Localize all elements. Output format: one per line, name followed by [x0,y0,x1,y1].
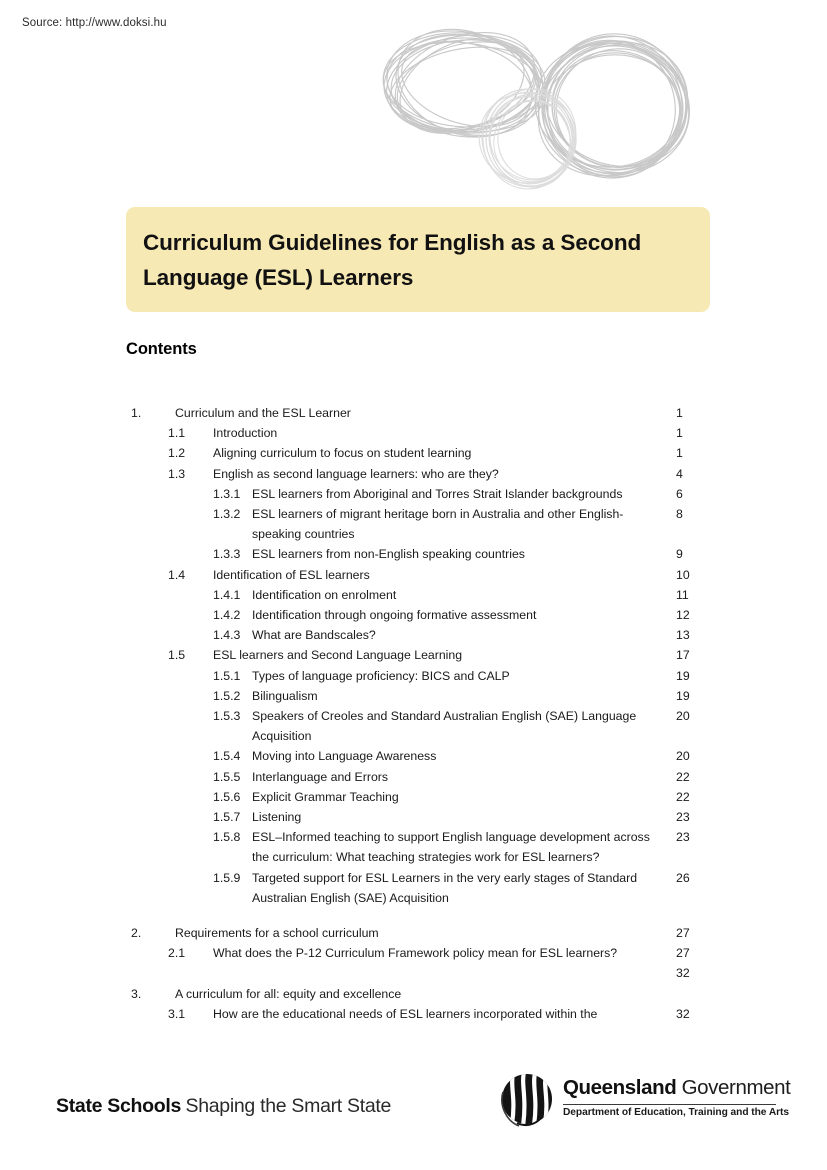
toc-entry[interactable] [126,484,710,504]
toc-entry-number: 1. [131,406,142,420]
toc-entry-number: 3. [131,986,142,1001]
toc-entry[interactable] [126,943,710,963]
document-title-line-2: Language (ESL) Learners [143,265,414,290]
toc-entry-label: ESL–Informed teaching to support English language development across the curriculum: What teaching strategies work for ESL learners? [252,830,650,865]
toc-entry-label: ESL learners from Aboriginal and Torres Strait Islander backgrounds [252,486,623,501]
toc-entry-page-number: 6 [676,486,683,501]
toc-entry[interactable] [126,746,710,766]
queensland-bold-text: Queensland [563,1076,677,1099]
toc-entry-label: What are Bandscales? [252,628,376,643]
toc-entry[interactable] [126,963,710,983]
toc-entry[interactable] [126,666,710,686]
toc-entry-page-number: 10 [676,567,690,582]
document-title-line-1: Curriculum Guidelines for English as a Second [143,230,642,255]
toc-entry-label: Listening [252,810,302,825]
title-banner [126,207,710,312]
toc-entry-label: Targeted support for ESL Learners in the very early stages of Standard Australian English (SAE) Acquisition [252,870,638,905]
toc-entry-number: 1.5.6 [213,789,241,804]
source-watermark: Source: http://www.doksi.hu [22,17,167,29]
toc-entry-label: Introduction [213,426,278,441]
toc-entry-number: 2. [131,926,142,941]
toc-entry-number: 1.3 [168,466,186,481]
toc-entry-number: 1.2 [168,446,186,461]
toc-entry-page-number: 22 [676,769,690,784]
toc-entry-number: 1.5.5 [213,769,241,784]
toc-entry-page-number: 1 [676,426,683,441]
queensland-emblem-icon [497,1072,559,1130]
toc-entry[interactable] [126,706,710,746]
toc-entry-label: What does the P-12 Curriculum Framework policy mean for ESL learners? [213,946,618,961]
toc-entry-number: 1.4.2 [213,608,241,623]
toc-entry[interactable] [126,625,710,645]
toc-entry-label: How are the educational needs of ESL learners incorporated within the [213,1006,598,1021]
toc-entry[interactable] [126,686,710,706]
toc-entry-number: 1.5.3 [213,709,241,724]
toc-entry-number: 3.1 [168,1006,186,1021]
toc-entry-label: English as second language learners: who are they? [213,466,499,481]
toc-entry-number: 1.3.1 [213,486,241,501]
toc-entry[interactable] [126,767,710,787]
queensland-government-logo [497,1072,791,1134]
toc-entry-number: 1.1 [168,426,186,441]
toc-entry-page-number: 23 [676,810,690,825]
toc-entry[interactable] [126,827,710,867]
queensland-wordmark [563,1076,790,1100]
table-of-contents [126,403,710,1024]
toc-entry-label: Identification through ongoing formative assessment [252,608,537,623]
toc-entry-page-number: 20 [676,709,690,724]
toc-entry[interactable] [126,787,710,807]
toc-entry-page-number: 32 [676,1006,690,1021]
state-schools-bold-text: State Schools [56,1095,182,1117]
toc-entry-number: 1.3.2 [213,507,241,522]
toc-entry-label: Bilingualism [252,688,318,703]
state-schools-tagline: Shaping the Smart State [185,1095,392,1117]
toc-entry[interactable] [126,443,710,463]
toc-entry-label: Explicit Grammar Teaching [252,789,399,804]
toc-entry-number: 1.5.7 [213,810,241,825]
toc-entry-label: ESL learners from non-English speaking countries [252,547,525,562]
toc-entry-page-number: 27 [676,946,690,961]
toc-entry-number: 1.5.9 [213,870,241,885]
toc-entry[interactable] [126,544,710,564]
toc-entry-page-number: 9 [676,547,683,562]
toc-entry[interactable] [126,807,710,827]
toc-entry[interactable] [126,645,710,665]
toc-entry-page-number: 1 [676,446,683,461]
toc-entry-number: 1.4.3 [213,628,241,643]
toc-entry-page-number: 8 [676,507,683,522]
toc-entry-label: A curriculum for all: equity and excellence [175,986,402,1001]
toc-entry[interactable] [126,984,710,1004]
toc-entry-number: 1.5 [168,648,186,663]
toc-entry[interactable] [126,868,710,908]
government-text: Government [681,1076,791,1099]
toc-entry-label: Aligning curriculum to focus on student learning [213,446,472,461]
toc-section-spacer [126,908,710,923]
toc-entry-page-number: 11 [676,587,689,602]
toc-entry[interactable] [126,464,710,484]
toc-entry-label: Types of language proficiency: BICS and CALP [252,668,510,683]
toc-entry-page-number: 4 [676,466,683,481]
toc-entry-number: 1.5.4 [213,749,241,764]
toc-entry-page-number: 23 [676,830,690,845]
toc-entry[interactable] [126,1004,710,1024]
toc-entry-number: 1.5.1 [213,668,241,683]
toc-entry-label: ESL learners and Second Language Learning [213,648,463,663]
toc-entry-page-number: 19 [676,668,690,683]
toc-entry[interactable] [126,504,710,544]
toc-entry-page-number: 26 [676,870,690,885]
toc-entry-label: Identification on enrolment [252,587,397,602]
toc-entry[interactable] [126,423,710,443]
toc-entry[interactable] [126,403,710,423]
scribble-circles-decoration [372,22,720,208]
toc-entry[interactable] [126,605,710,625]
toc-entry-number: 1.5.8 [213,830,241,845]
toc-entry-label: Moving into Language Awareness [252,749,437,764]
toc-entry-page-number: 13 [676,628,690,643]
toc-entry-label: Identification of ESL learners [213,567,370,582]
toc-entry-page-number: 17 [676,648,690,663]
toc-entry-number: 1.4.1 [213,587,241,602]
toc-entry-label: Speakers of Creoles and Standard Australian English (SAE) Language Acquisition [252,709,637,744]
toc-entry-page-number: 20 [676,749,690,764]
toc-entry-page-number: 1 [676,406,683,420]
toc-entry-number: 1.3.3 [213,547,241,562]
toc-entry[interactable] [126,923,710,943]
toc-entry[interactable] [126,565,710,585]
state-schools-logo [56,1095,391,1118]
toc-entry-page-number: 22 [676,789,690,804]
toc-entry-label: ESL learners of migrant heritage born in Australia and other English-speaking countries [252,507,624,542]
contents-heading: Contents [126,340,197,358]
toc-entry[interactable] [126,585,710,605]
toc-entry-page-number: 32 [676,966,690,981]
toc-entry-number: 2.1 [168,946,186,961]
wordmark-divider-rule [563,1104,776,1105]
toc-entry-number: 1.5.2 [213,688,241,703]
department-subtitle: Department of Education, Training and the Arts [563,1107,789,1118]
toc-entry-page-number: 19 [676,688,690,703]
toc-entry-page-number: 27 [676,926,690,941]
toc-entry-number: 1.4 [168,567,186,582]
toc-entry-label: Interlanguage and Errors [252,769,389,784]
toc-entry-label: Requirements for a school curriculum [175,926,379,941]
toc-entry-label: Curriculum and the ESL Learner [175,406,351,420]
toc-entry-page-number: 12 [676,608,690,623]
